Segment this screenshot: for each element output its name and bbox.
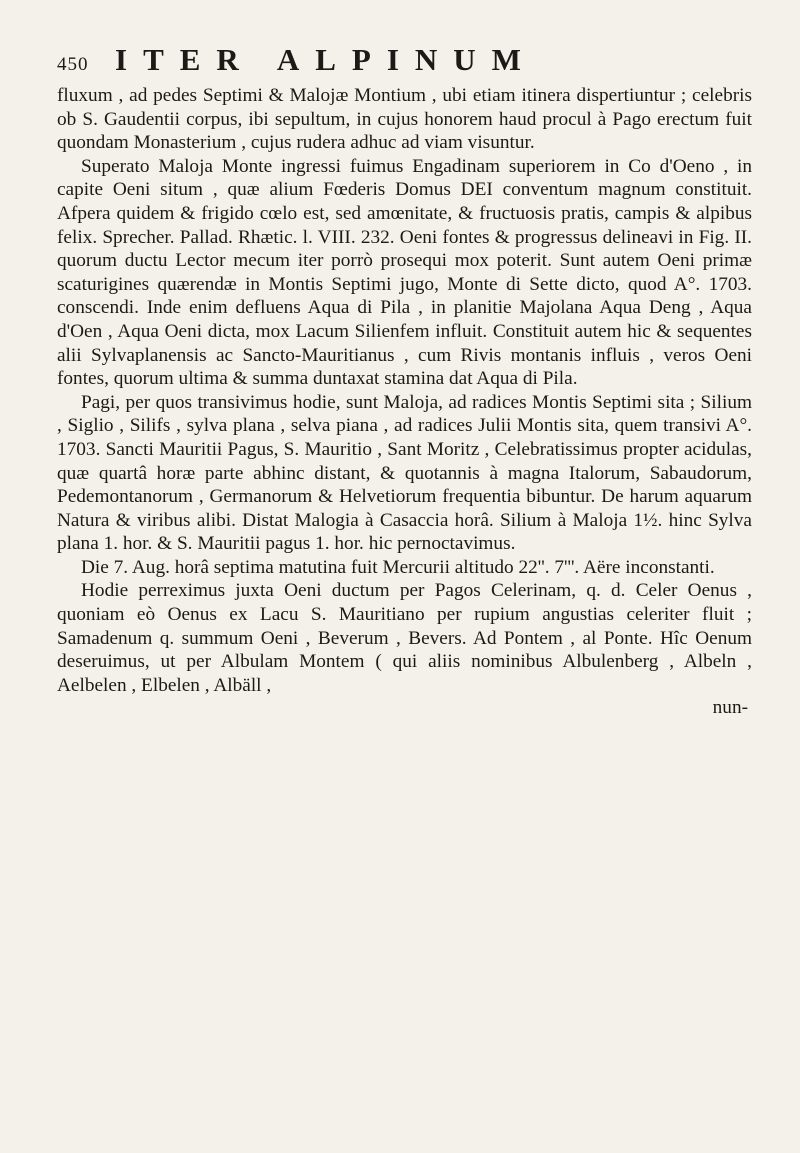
- paragraph-5: Hodie perreximus juxta Oeni ductum per Pagos Celerinam, q. d. Celer Oenus , quoniam eò Oenus ex Lacu S. Mauritiano per rupium angustias celeriter fluit ; Samadenum q. summum Oeni , Beverum , Bevers. Ad Pontem , al Ponte. Hîc Oenum deseruimus, ut per Albulam Montem ( qui aliis nominibus Albulenberg , Albeln , Aelbelen , Elbelen , Albäll ,: [57, 580, 752, 696]
- running-head: [57, 42, 752, 80]
- paragraph-3: Pagi, per quos transivimus hodie, sunt Maloja, ad radices Montis Septimi sita ; Silium , Siglio , Silifs , sylva plana , selva piana , ad radices Julii Montis sita, quem transivi A°. 1703. Sancti Mauritii Pagus, S. Mauritio , Sant Moritz , Celebratissimus propter acidulas, quæ quartâ horæ parte abhinc distant, & quotannis à magna Italorum, Sabaudorum, Pedemontanorum , Germanorum & Helvetiorum frequentia bibuntur. De harum aquarum Natura & viribus alibi. Distat Malogia à Casaccia horâ. Silium à Maloja 1½. hinc Sylva plana 1. hor. & S. Mauritii pagus 1. hor. hic pernoctavimus.: [57, 391, 752, 555]
- catchword: nun-: [712, 697, 748, 719]
- page-number: 450: [57, 54, 89, 75]
- paragraph-4: Die 7. Aug. horâ septima matutina fuit Mercurii altitudo 22''. 7'''. Aëre inconstanti.: [81, 556, 715, 578]
- paragraph-2: Superato Maloja Monte ingressi fuimus Engadinam superiorem in Co d'Oeno , in capite Oeni situm , quæ alium Fœderis Domus DEI conventum magnum constituit. Afpera quidem & frigido cœlo est, sed amœnitate, & fructuosis pratis, campis & alpibus felix. Sprecher. Pallad. Rhætic. l. VIII. 232. Oeni fontes & progressus delineavi in Fig. II. quorum ductu Lector mecum iter porrò prosequi mox poterit. Sunt autem Oeni primæ scaturigines quærendæ in Montis Septimi jugo, Monte di Sette dicto, quod A°. 1703. conscendi. Inde enim defluens Aqua di Pila , in planitie Majolana Aqua Deng , Aqua d'Oen , Aqua Oeni dicta, mox Lacum Silienfem influit. Constituit autem hic & sequentes alii Sylvaplanensis ac Sancto-Mauritianus , cum Rivis montanis influis , veros Oeni fontes, quorum ultima & summa duntaxat stamina dat Aqua di Pila.: [57, 155, 752, 390]
- running-title: ITER ALPINUM: [115, 42, 537, 77]
- paragraph-1: fluxum , ad pedes Septimi & Malojæ Montium , ubi etiam itinera dispertiuntur ; celebris ob S. Gaudentii corpus, ibi sepultum, in cujus honorem haud procul à Pago erectum fuit quondam Monasterium , cujus rudera adhuc ad viam visuntur.: [57, 85, 752, 154]
- body-text: [57, 84, 752, 697]
